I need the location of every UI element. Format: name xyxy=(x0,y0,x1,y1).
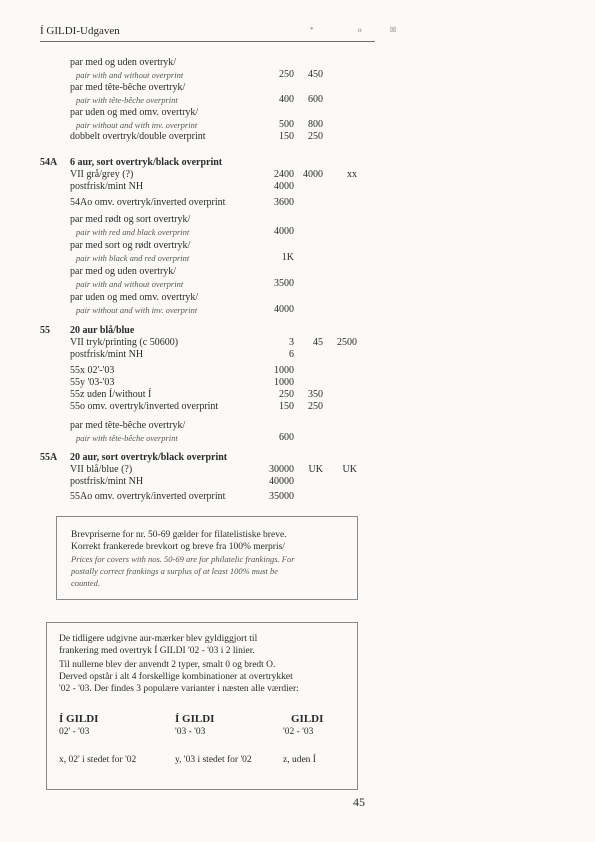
price-mint: 400 xyxy=(279,94,294,105)
price-mint: 3 xyxy=(289,337,294,348)
header-mark-1: * xyxy=(310,26,314,34)
price-used: 600 xyxy=(308,94,323,105)
catalog-row xyxy=(0,226,595,238)
price-mint: 1K xyxy=(281,252,294,263)
price-used: 4000 xyxy=(303,169,323,180)
catalog-row xyxy=(0,278,595,290)
info-line-1: De tidligere udgivne aur-mærker blev gyldiggjort til xyxy=(59,634,258,644)
catalog-row xyxy=(0,266,595,278)
price-mint: 600 xyxy=(279,432,294,443)
catalog-row xyxy=(0,181,595,193)
cover-prices-note xyxy=(56,516,358,600)
catalog-row xyxy=(0,119,595,131)
row-description: pair without and with inv. overprint xyxy=(76,305,198,315)
info-line-3: Til nullerne blev der anvendt 2 typer, smalt 0 og bredt O. xyxy=(59,660,276,670)
catalog-row xyxy=(0,325,595,337)
row-description: par med og uden overtryk/ xyxy=(70,266,177,277)
caption-variant-a: Í GILDI xyxy=(59,713,99,725)
page-header xyxy=(40,25,565,41)
catalog-row xyxy=(0,476,595,488)
catalog-row xyxy=(0,214,595,226)
price-mint: 2400 xyxy=(274,169,294,180)
price-used: 250 xyxy=(308,401,323,412)
row-description: postfrisk/mint NH xyxy=(70,349,144,360)
price-used: 350 xyxy=(308,389,323,400)
row-description: 20 aur, sort overtryk/black overprint xyxy=(70,452,228,463)
price-mint: 500 xyxy=(279,119,294,130)
row-description: 6 aur, sort overtryk/black overprint xyxy=(70,157,223,168)
header-mark-3: ☒ xyxy=(390,26,397,34)
catalog-row xyxy=(0,292,595,304)
price-cover: 2500 xyxy=(337,337,357,348)
stamp-number: 54A xyxy=(40,157,58,168)
row-description: 55x 02'-'03 xyxy=(70,365,115,376)
price-mint: 40000 xyxy=(269,476,294,487)
price-used: 250 xyxy=(308,131,323,142)
catalog-row xyxy=(0,69,595,81)
note-line: Brevpriserne for nr. 50-69 gælder for filatelistiske breve. xyxy=(71,530,287,540)
caption-variant-a-years: 02' - '03 xyxy=(59,727,90,737)
row-description: VII grå/grey (?) xyxy=(70,169,134,180)
price-mint: 1000 xyxy=(274,365,294,376)
catalog-row xyxy=(0,491,595,503)
row-description: par uden og med omv. overtryk/ xyxy=(70,292,199,303)
info-line-2: frankering med overtryk Í GILDI '02 - '03 i 2 linier. xyxy=(59,646,255,656)
catalog-row xyxy=(0,131,595,143)
row-description: pair with and without overprint xyxy=(76,70,184,80)
price-mint: 3600 xyxy=(274,197,294,208)
price-used: 450 xyxy=(308,69,323,80)
overprint-info-box xyxy=(46,622,358,790)
catalog-row xyxy=(0,349,595,361)
variant-x-note: x, 02' i stedet for '02 xyxy=(59,755,137,765)
price-mint: 4000 xyxy=(274,304,294,315)
row-description: pair with red and black overprint xyxy=(76,227,190,237)
price-mint: 150 xyxy=(279,401,294,412)
note-line: Korrekt frankerede brevkort og breve fra 100% merpris/ xyxy=(71,542,285,552)
header-mark-2: o xyxy=(358,26,362,34)
row-description: 55z uden Í/without Í xyxy=(70,389,152,400)
price-mint: 30000 xyxy=(269,464,294,475)
row-description: par med sort og rødt overtryk/ xyxy=(70,240,191,251)
catalog-row xyxy=(0,240,595,252)
variant-z-note: z, uden Í xyxy=(283,755,316,765)
stamp-number: 55A xyxy=(40,452,58,463)
note-line: Prices for covers with nos. 50-69 are for philatelic frankings. For xyxy=(71,554,295,564)
row-description: pair with black and red overprint xyxy=(76,253,190,263)
price-mint: 4000 xyxy=(274,181,294,192)
variant-y-note: y, '03 i stedet for '02 xyxy=(175,755,252,765)
row-description: postfrisk/mint NH xyxy=(70,476,144,487)
page-number: 45 xyxy=(353,795,365,809)
row-description: dobbelt overtryk/double overprint xyxy=(70,131,206,142)
catalog-row xyxy=(0,169,595,181)
price-mint: 150 xyxy=(279,131,294,142)
catalog-row xyxy=(0,432,595,444)
catalog-row xyxy=(0,464,595,476)
catalog-row xyxy=(0,401,595,413)
stamp-number: 55 xyxy=(40,325,50,336)
price-cover: xx xyxy=(347,169,357,180)
catalog-row xyxy=(0,389,595,401)
info-line-4: Derved opstår i alt 4 forskellige kombinationer at overtrykket xyxy=(59,672,293,682)
price-mint: 250 xyxy=(279,69,294,80)
catalog-row xyxy=(0,452,595,464)
price-mint: 3500 xyxy=(274,278,294,289)
price-mint: 35000 xyxy=(269,491,294,502)
catalog-row xyxy=(0,107,595,119)
caption-variant-b: Í GILDI xyxy=(175,713,215,725)
row-description: pair with tête-bêche overprint xyxy=(76,95,178,105)
catalog-row xyxy=(0,304,595,316)
catalog-row xyxy=(0,365,595,377)
catalog-row xyxy=(0,377,595,389)
price-cover: UK xyxy=(342,464,357,475)
header-title: Í GILDI-Udgaven xyxy=(40,25,120,37)
row-description: par uden og med omv. overtryk/ xyxy=(70,107,199,118)
row-description: 55y '03-'03 xyxy=(70,377,115,388)
caption-variant-c-years: '02 - '03 xyxy=(283,727,314,737)
row-description: VII tryk/printing (c 50600) xyxy=(70,337,179,348)
row-description: pair with and without overprint xyxy=(76,279,184,289)
caption-variant-c: GILDI xyxy=(291,713,324,725)
row-description: par med og uden overtryk/ xyxy=(70,57,177,68)
catalog-row xyxy=(0,57,595,69)
row-description: 55o omv. overtryk/inverted overprint xyxy=(70,401,219,412)
note-line: counted. xyxy=(71,578,101,588)
price-used: 800 xyxy=(308,119,323,130)
catalog-row xyxy=(0,157,595,169)
catalog-row xyxy=(0,420,595,432)
row-description: pair with tête-bêche overprint xyxy=(76,433,178,443)
price-mint: 1000 xyxy=(274,377,294,388)
row-description: par med tête-bêche overtryk/ xyxy=(70,82,186,93)
price-used: UK xyxy=(308,464,323,475)
row-description: 55Ao omv. overtryk/inverted overprint xyxy=(70,491,226,502)
row-description: postfrisk/mint NH xyxy=(70,181,144,192)
catalog-row xyxy=(0,337,595,349)
row-description: 54Ao omv. overtryk/inverted overprint xyxy=(70,197,226,208)
info-line-5: '02 - '03. Der findes 3 populære varianter i næsten alle værdier: xyxy=(59,684,299,694)
row-description: 20 aur blå/blue xyxy=(70,325,135,336)
row-description: par med rødt og sort overtryk/ xyxy=(70,214,191,225)
row-description: pair without and with inv. overprint xyxy=(76,120,198,130)
catalog-row xyxy=(0,94,595,106)
catalog-row xyxy=(0,82,595,94)
price-used: 45 xyxy=(313,337,323,348)
catalog-row xyxy=(0,252,595,264)
header-rule xyxy=(40,41,375,42)
note-line: postally correct frankings a surplus of at least 100% must be xyxy=(71,566,278,576)
catalog-row xyxy=(0,197,595,209)
price-mint: 250 xyxy=(279,389,294,400)
price-mint: 4000 xyxy=(274,226,294,237)
price-mint: 6 xyxy=(289,349,294,360)
row-description: VII blå/blue (?) xyxy=(70,464,133,475)
caption-variant-b-years: '03 - '03 xyxy=(175,727,206,737)
row-description: par med tête-bêche overtryk/ xyxy=(70,420,186,431)
